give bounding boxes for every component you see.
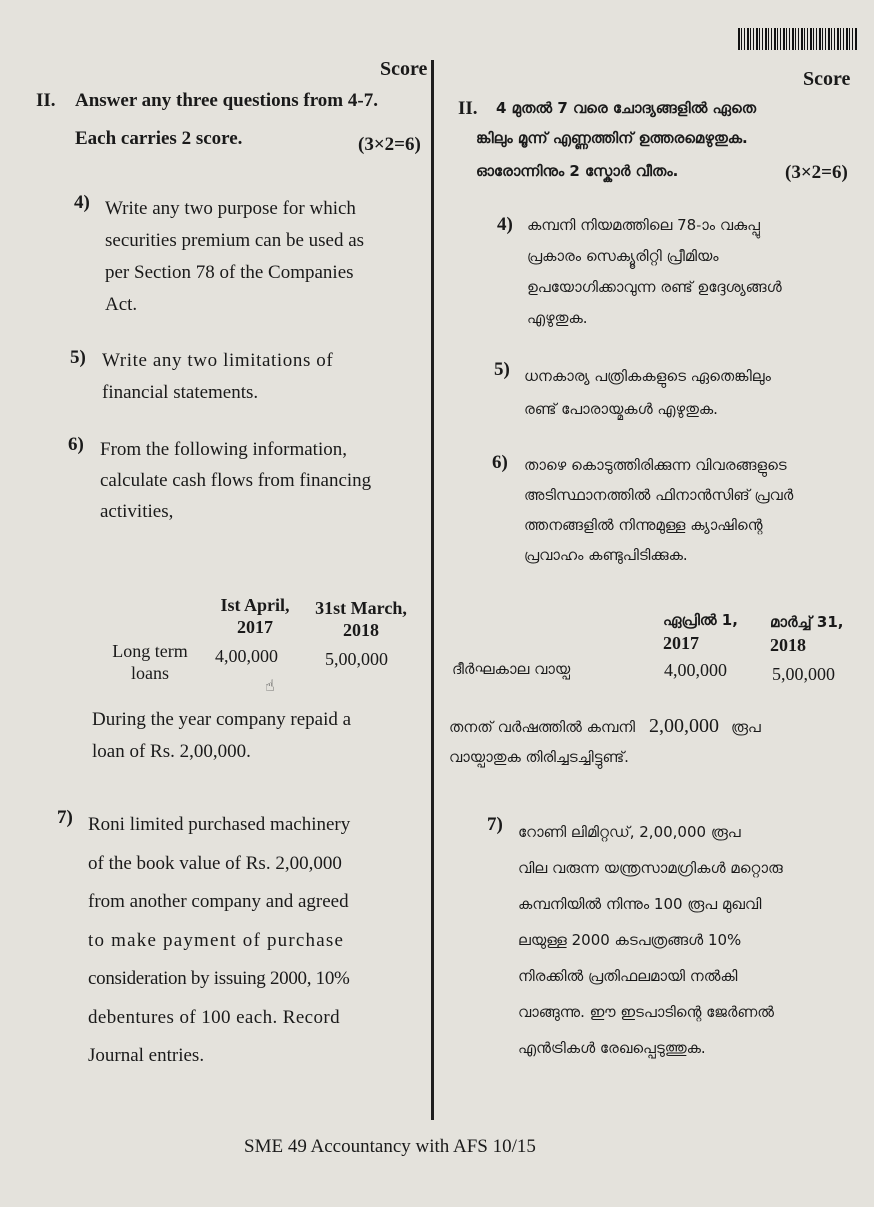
page-footer: SME 49 Accountancy with AFS 10/15	[244, 1136, 536, 1157]
q6-col-header-2-ml: മാർച്ച് 31, 2018	[770, 613, 844, 655]
marks-ml: (3×2=6)	[785, 162, 848, 183]
instruction-line2-en: Each carries 2 score.	[75, 128, 243, 149]
q7-text-en: Roni limited purchased machinery of the book value of Rs. 2,00,000 from another company and agreed to make payment of purchase consideration by issuing 2000, 10% debentures of 100 each. Record Journal entries.	[88, 814, 351, 1066]
instruction-line3-ml: ഓരോന്നിനും 2 സ്കോർ വീതം.	[476, 162, 679, 180]
q5-text-ml: ധനകാര്യ പത്രികകളുടെ ഏതെങ്കിലും രണ്ട് പോരായ്മകൾ എഴുതുക.	[524, 367, 771, 418]
q6-note-line2-ml: വായ്പാതുക തിരിച്ചടച്ചിട്ടുണ്ട്.	[449, 748, 629, 766]
q6-number-ml: 6)	[492, 452, 508, 473]
marks-en: (3×2=6)	[358, 134, 421, 155]
score-label-right: Score	[803, 68, 851, 90]
q5-number-en: 5)	[70, 347, 86, 368]
instruction-line2-ml: ങ്കിലും മൂന്ന് എണ്ണത്തിന് ഉത്തരമെഴുതുക.	[476, 129, 748, 147]
q7-number-en: 7)	[57, 807, 73, 828]
q6-value-1-ml: 4,00,000	[664, 660, 727, 680]
q7-text-ml: റോണി ലിമിറ്റഡ്, 2,00,000 രൂപ വില വരുന്ന യന്ത്രസാമഗ്രികൾ മറ്റൊരു കമ്പനിയിൽ നിന്നും 100 രൂപ മുഖവി ലയുള്ള 2000 കടപത്രങ്ങൾ 10% നിരക്കിൽ പ്രതിഫലമായി നൽകി വാങ്ങുന്നു. ഈ ഇടപാടിന്റെ ജേർണൽ എൻട്രികൾ രേഖപ്പെടുത്തുക.	[518, 823, 783, 1057]
score-label-left: Score	[380, 58, 428, 80]
q6-text-ml: താഴെ കൊടുത്തിരിക്കുന്ന വിവരങ്ങളുടെ അടിസ്ഥാനത്തിൽ ഫിനാൻസിങ് പ്രവർ ത്തനങ്ങളിൽ നിന്നുമുള്ള ക്യാഷിന്റെ പ്രവാഹം കണ്ടുപിടിക്കുക.	[524, 456, 794, 564]
column-divider	[431, 60, 434, 1120]
q4-text-ml: കമ്പനി നിയമത്തിലെ 78-ാം വകുപ്പു പ്രകാരം സെക്യൂരിറ്റി പ്രീമിയം ഉപയോഗിക്കാവുന്ന രണ്ട് ഉദ്ദേശ്യങ്ങൾ എഴുതുക.	[527, 216, 782, 327]
barcode	[738, 28, 858, 50]
q6-col-header-2-en: 31st March, 2018	[315, 598, 407, 640]
instruction-line1-ml: 4 മുതൽ 7 വരെ ചോദ്യങ്ങളിൽ ഏതെ	[496, 99, 757, 117]
q6-row-label-ml: ദീർഘകാല വായ്പ	[452, 660, 571, 678]
q6-col-header-1-en: Ist April, 2017	[220, 595, 290, 637]
q6-number-en: 6)	[68, 434, 84, 455]
q7-number-ml: 7)	[487, 814, 503, 835]
q4-number-en: 4)	[74, 192, 90, 213]
q6-row-label-en: Long term loans	[112, 641, 188, 683]
q6-value-2-ml: 5,00,000	[772, 664, 835, 684]
q6-value-2-en: 5,00,000	[325, 649, 388, 669]
q6-note-en: During the year company repaid a loan of Rs. 2,00,000.	[92, 709, 352, 762]
q6-note-line1-ml: തനത് വർഷത്തിൽ കമ്പനി 2,00,000 രൂപ	[449, 715, 761, 737]
q6-col-header-1-ml: ഏപ്രിൽ 1, 2017	[663, 611, 738, 653]
q4-number-ml: 4)	[497, 214, 513, 235]
q5-number-ml: 5)	[494, 359, 510, 380]
q6-value-1-en: 4,00,000	[215, 646, 278, 666]
instruction-line1-en: Answer any three questions from 4-7.	[75, 90, 378, 111]
hand-cursor-icon: ☝	[265, 676, 275, 695]
section-number-en: II.	[36, 90, 56, 111]
q5-text-en: Write any two limitations of financial statements.	[102, 350, 334, 403]
section-number-ml: II.	[458, 98, 478, 119]
q6-text-en: From the following information, calculate cash flows from financing activities,	[100, 439, 372, 522]
q4-text-en: Write any two purpose for which securities premium can be used as per Section 78 of the Companies Act.	[105, 198, 365, 315]
